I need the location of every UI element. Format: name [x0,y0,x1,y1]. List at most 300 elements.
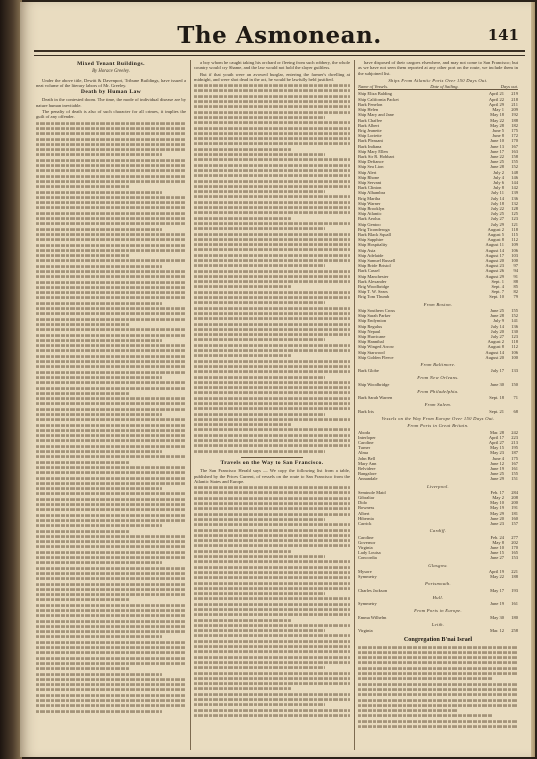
vessel-name: Bark Sir R. Hobbart [358,153,395,159]
text-line [194,661,350,664]
sailing-date: August 26 [485,268,504,274]
sailing-date: June 25 [490,307,504,313]
text-line [194,169,350,172]
text-line [194,550,291,553]
text-line [36,551,186,554]
sailing-date: June 10 [490,544,504,550]
text-line [194,339,325,342]
text-line [36,154,162,157]
days-out: 213 [511,439,518,445]
text-line [36,620,186,623]
sailing-date: July 6 [493,179,504,185]
text-line [194,397,350,400]
text-line [36,201,186,204]
text-line [358,699,518,702]
text-line [194,492,350,495]
sailing-date: August 20 [485,354,504,360]
text-line [36,307,186,310]
days-out: 109 [511,242,518,248]
text-line [36,636,162,639]
days-out: 68 [513,408,518,414]
sailing-date: June 20 [490,515,504,521]
text-line [36,196,186,199]
vessel-name: Ship Hurricane [358,333,386,339]
vessel-name: Ship Sea Lion [358,164,384,170]
text-line [194,180,350,183]
sailing-date: April 17 [488,434,504,440]
days-out: 132 [511,200,518,206]
text-line [194,132,350,135]
text-line [194,249,350,252]
table-row [358,395,518,400]
text-line [36,630,186,633]
text-line [194,349,350,352]
text-line [194,153,325,156]
vessel-name: Ship Hospitality [358,242,388,248]
text-line [36,641,186,644]
text-line [36,387,186,390]
text-line [194,323,350,326]
sailing-date: May 17 [490,587,504,593]
days-out: 188 [511,574,518,580]
sailing-date: June 8 [492,133,504,139]
text-line [36,652,186,655]
sailing-date: June 27 [490,555,504,561]
text-line [36,614,186,617]
vessel-name: Ship Samuel Russell [358,257,396,263]
days-out: 277 [511,534,518,540]
column-2 [194,60,350,750]
days-out: 106 [511,349,518,355]
text-line [36,456,186,459]
text-line [36,689,186,692]
text-line [36,699,186,702]
text-line [194,598,350,601]
table-group-title: Vessels on the Way From Europe Over 150 Days Out. [381,415,495,421]
vessel-name: Charles Jackson [358,587,388,593]
vessel-name: Bark Cassel [358,268,380,274]
text-line [36,418,186,421]
vessel-name: Brig Jeanette [358,127,382,133]
text-line [36,588,186,591]
text-line [194,254,350,257]
text-line [194,106,350,109]
text-line [194,677,350,680]
text-line [194,629,325,632]
vessel-name: Seminole Maid [358,489,386,495]
vessel-name: Annandale [358,476,378,482]
days-out: 123 [511,216,518,222]
sailing-date: May 29 [490,510,504,516]
text-line [36,429,186,432]
text-line [194,275,350,278]
text-line [194,502,350,505]
text-line [194,619,291,622]
text-line [358,693,518,696]
text-line [36,461,129,464]
text-line [194,592,325,595]
vessel-name: Brig Ticonderoga [358,226,390,232]
text-line [36,355,186,358]
text-line [194,84,350,87]
days-out: 94 [513,268,518,274]
text-line [36,132,186,135]
text-line [36,318,186,321]
sailing-date: July 8 [493,185,504,191]
days-out: 155 [511,159,518,165]
text-line [36,170,186,173]
table-row [358,628,518,633]
text-line [36,366,186,369]
table-row [358,368,518,373]
text-line [36,233,186,236]
vessel-name: Ship Gentoo [358,221,381,227]
table-group-title: From Ports in Europe. [414,608,462,614]
sailing-date: May 2 [492,495,504,501]
text-line [36,572,186,575]
vessel-name: Symmetry [358,574,377,580]
text-line [194,434,350,437]
vessel-name: Carrick [358,521,372,527]
vessel-name: Symmetry [358,601,377,607]
vessel-name: Mary Ann [358,460,377,466]
vessel-name: Ship Manchester [358,273,389,279]
text-line [36,328,186,331]
text-line [36,482,186,485]
vessel-name: Ship Sarah Parker [358,313,391,319]
text-line [194,497,350,500]
sailing-date: June 28 [490,313,504,319]
vessel-name: Ship Endymion [358,318,387,324]
text-line [194,238,350,241]
text-line [194,529,350,532]
sailing-date: April 27 [488,439,504,445]
text-line [194,100,350,103]
text-line [194,212,350,215]
sailing-date: June 22 [490,153,504,159]
text-line [36,546,186,549]
sailing-date: July 22 [490,205,504,211]
sailing-date: June 25 [490,159,504,165]
text-line [36,434,186,437]
text-line [36,148,186,151]
text-line [36,577,186,580]
text-line [36,662,186,665]
sailing-date: June 19 [490,465,504,471]
article-heading: Travels on the Way to San Francisco. [220,459,324,466]
text-line [194,555,325,558]
vessel-name: Governor [358,539,376,545]
vessel-name: Ship Loriette [358,133,382,139]
text-line [358,704,518,707]
days-out: 118 [511,339,518,345]
text-line [194,344,350,347]
sailing-date: Sept. 1 [491,278,504,284]
vessel-name: Ship Southern Cross [358,307,396,313]
days-out: 192 [511,112,518,118]
days-out: 91 [513,273,518,279]
text-line [358,651,518,654]
days-out: 121 [511,221,518,227]
vessel-name: Ship California Packet [358,96,399,102]
sailing-date: June 29 [490,476,504,482]
text-line [194,704,325,707]
article-paragraph: Under the above title, Dewitt & Davenport, Tribune Buildings, have issued a neat volume of the literary labors of Mr. Greeley. [36,77,186,88]
column-rule [354,60,355,750]
text-line [194,523,350,526]
sailing-date: May 23 [490,450,504,456]
days-out: 202 [511,539,518,545]
days-out: 141 [511,318,518,324]
column-3 [358,60,518,750]
days-out: 148 [511,169,518,175]
days-out: 167 [511,460,518,466]
days-out: 208 [511,495,518,501]
text-line [194,355,291,358]
text-line [194,539,350,542]
table-group-title: Liverpool. [426,483,449,489]
article-paragraph: But if that youth were an avowed burglar, entering the farmer's dwelling at midnight, and were shot dead in the act, he would be lawfully held justified. [194,71,350,82]
text-line [36,260,186,263]
text-line [358,646,518,649]
text-line [358,688,518,691]
days-out: 219 [511,91,518,97]
sailing-date: July 18 [490,200,504,206]
vessel-name: Bowness [358,505,375,511]
sailing-date: May 1 [492,107,504,113]
sailing-date: May 22 [490,117,504,123]
body-text-lines [36,121,186,714]
text-line [36,540,186,543]
text-line [194,328,350,331]
sailing-date: May 19 [490,505,504,511]
text-line [194,222,350,225]
vessel-name: Ship Adelaide [358,252,384,258]
days-out: 71 [513,395,518,401]
text-line [36,376,162,379]
text-line [194,317,350,320]
sailing-date: August 17 [485,252,504,258]
days-out: 112 [511,344,518,350]
sailing-date: August 8 [487,344,504,350]
sailing-date: August 23 [485,263,504,269]
text-line [36,286,186,289]
days-out: 170 [511,544,518,550]
text-line [36,371,186,374]
text-line [194,714,350,717]
text-line [36,493,186,496]
text-line [36,705,186,708]
masthead-title: The Asmonean. [177,22,382,49]
article-paragraph: a boy whom he caught taking his orchard or fleeing from such robbery, the whole country would cry Shame, and the law would not hold the slayer guiltless. [194,60,350,71]
vessel-name: Bangalore [358,471,377,477]
text-line [36,524,162,527]
table-row [358,521,518,526]
sailing-date: August 14 [485,247,504,253]
vessel-name: Ship Defiance [358,159,384,165]
table-row [358,615,518,620]
text-line [194,666,325,669]
text-line [36,583,186,586]
days-out: 161 [511,601,518,607]
text-line [194,137,350,140]
text-line [194,571,350,574]
days-out: 258 [511,628,518,634]
text-line [36,609,186,612]
days-out: 136 [511,323,518,329]
page-number: 141 [487,26,519,44]
text-line [36,334,186,337]
sailing-date: May 18 [490,112,504,118]
vessel-name: Albert [358,510,370,516]
text-line [194,365,350,368]
sailing-date: August 2 [487,226,504,232]
text-line [36,678,186,681]
text-line [194,233,350,236]
sailing-date: Sept. 18 [489,395,504,401]
vessel-name: Virginia [358,628,373,634]
text-line [194,518,325,521]
text-line [194,227,325,230]
sailing-date: May 30 [490,614,504,620]
article-paragraph: The San Francisco Herald says — We copy the following list from a table, published by the Prices Current, of vessels on the route to San Francisco from the Atlantic States and Europe. [194,468,350,484]
days-out: 182 [511,122,518,128]
text-line [36,657,186,660]
article-paragraph: The penalty of death is also of such character for all crimes, it implies the guilt of any offender. [36,109,186,120]
text-line [36,360,186,363]
text-line [358,709,457,712]
vessel-name: Ship Alert [358,169,377,175]
masthead-rule [34,55,525,56]
text-line [194,698,350,701]
text-line [36,694,186,697]
text-line [194,587,350,590]
vessel-name: Aboda [358,429,370,435]
vessel-name: Caroline [358,439,374,445]
text-line [194,259,350,262]
table-row [358,588,518,593]
text-line [194,582,350,585]
table-group-title: From Salem. [424,402,452,408]
text-line [36,519,186,522]
text-line [36,530,129,533]
table-group-title: From Ports in Great Britain. [407,423,469,429]
text-line [194,386,350,389]
days-out: 151 [511,476,518,482]
vessel-name: Ship Sapphire [358,237,384,243]
vessel-name: Bark Iris [358,408,374,414]
table-group-title: From New Orleans. [417,375,459,381]
text-line [36,191,162,194]
days-out: 200 [511,500,518,506]
text-line [194,270,350,273]
text-line [194,640,350,643]
sailing-date: July 11 [491,190,504,196]
text-line [36,350,186,353]
days-out: 209 [511,107,518,113]
days-out: 100 [511,354,518,360]
text-line [36,265,162,268]
vessel-name: Mysore [358,568,372,574]
text-line [194,450,325,453]
sailing-date: Sept. 21 [489,408,504,414]
text-line [194,174,350,177]
sailing-date: July 20 [490,328,504,334]
sailing-date: June 12 [490,460,504,466]
vessel-name: Interloper [358,434,376,440]
vessel-name: Ship Bride Bristol [358,263,391,269]
text-line [194,360,350,363]
vessel-name: Ship Hannibal [358,339,384,345]
body-text-lines [194,83,350,454]
sailing-date: June 25 [490,471,504,477]
vessel-name: Alma [358,450,368,456]
vessel-name: Ship Warner [358,200,381,206]
table-header [358,84,518,90]
vessel-name: Bark Aeolus [358,216,381,222]
text-line [36,127,186,130]
text-line [194,381,350,384]
text-line [36,593,186,596]
text-line [358,667,518,670]
text-line [194,376,325,379]
text-line [36,185,129,188]
text-line [36,339,162,342]
text-line [36,509,186,512]
text-line [36,249,186,252]
vessel-name: Ship Winged Arrow [358,344,394,350]
sailing-date: July 4 [493,174,504,180]
vessel-name: Ship Starwood [358,349,385,355]
days-out: 139 [511,190,518,196]
article-heading: Mixed Tenant Buildings. [77,61,145,67]
days-out: 158 [511,153,518,159]
text-line [194,576,350,579]
text-line [36,646,186,649]
masthead [34,22,525,52]
text-line [36,212,186,215]
text-line [194,439,350,442]
vessel-name: Emma Wilhelm [358,614,387,620]
days-out: 242 [511,429,518,435]
text-line [358,720,518,723]
text-line [36,313,186,316]
sailing-date: May 22 [490,574,504,580]
text-line [36,403,186,406]
text-line [36,254,129,257]
text-line [194,206,350,209]
days-out: 153 [511,555,518,561]
sailing-date: June 15 [490,550,504,556]
vessel-name: Brig Martha [358,195,381,201]
text-line [194,392,350,395]
text-line [194,635,350,638]
body-text-lines [194,485,350,718]
vessel-name: Bark Alexander [358,278,387,284]
text-line [358,662,518,665]
ship-tables [358,91,518,633]
vessel-name: Hibernia [358,515,374,521]
vessel-name: Concordia [358,555,377,561]
table-row [358,601,518,606]
text-line [194,508,350,511]
text-line [194,682,350,685]
text-line [194,312,350,315]
text-line [194,709,350,712]
table-group-title: From Boston. [423,301,453,307]
text-line [36,297,186,300]
article-separator [241,457,303,458]
